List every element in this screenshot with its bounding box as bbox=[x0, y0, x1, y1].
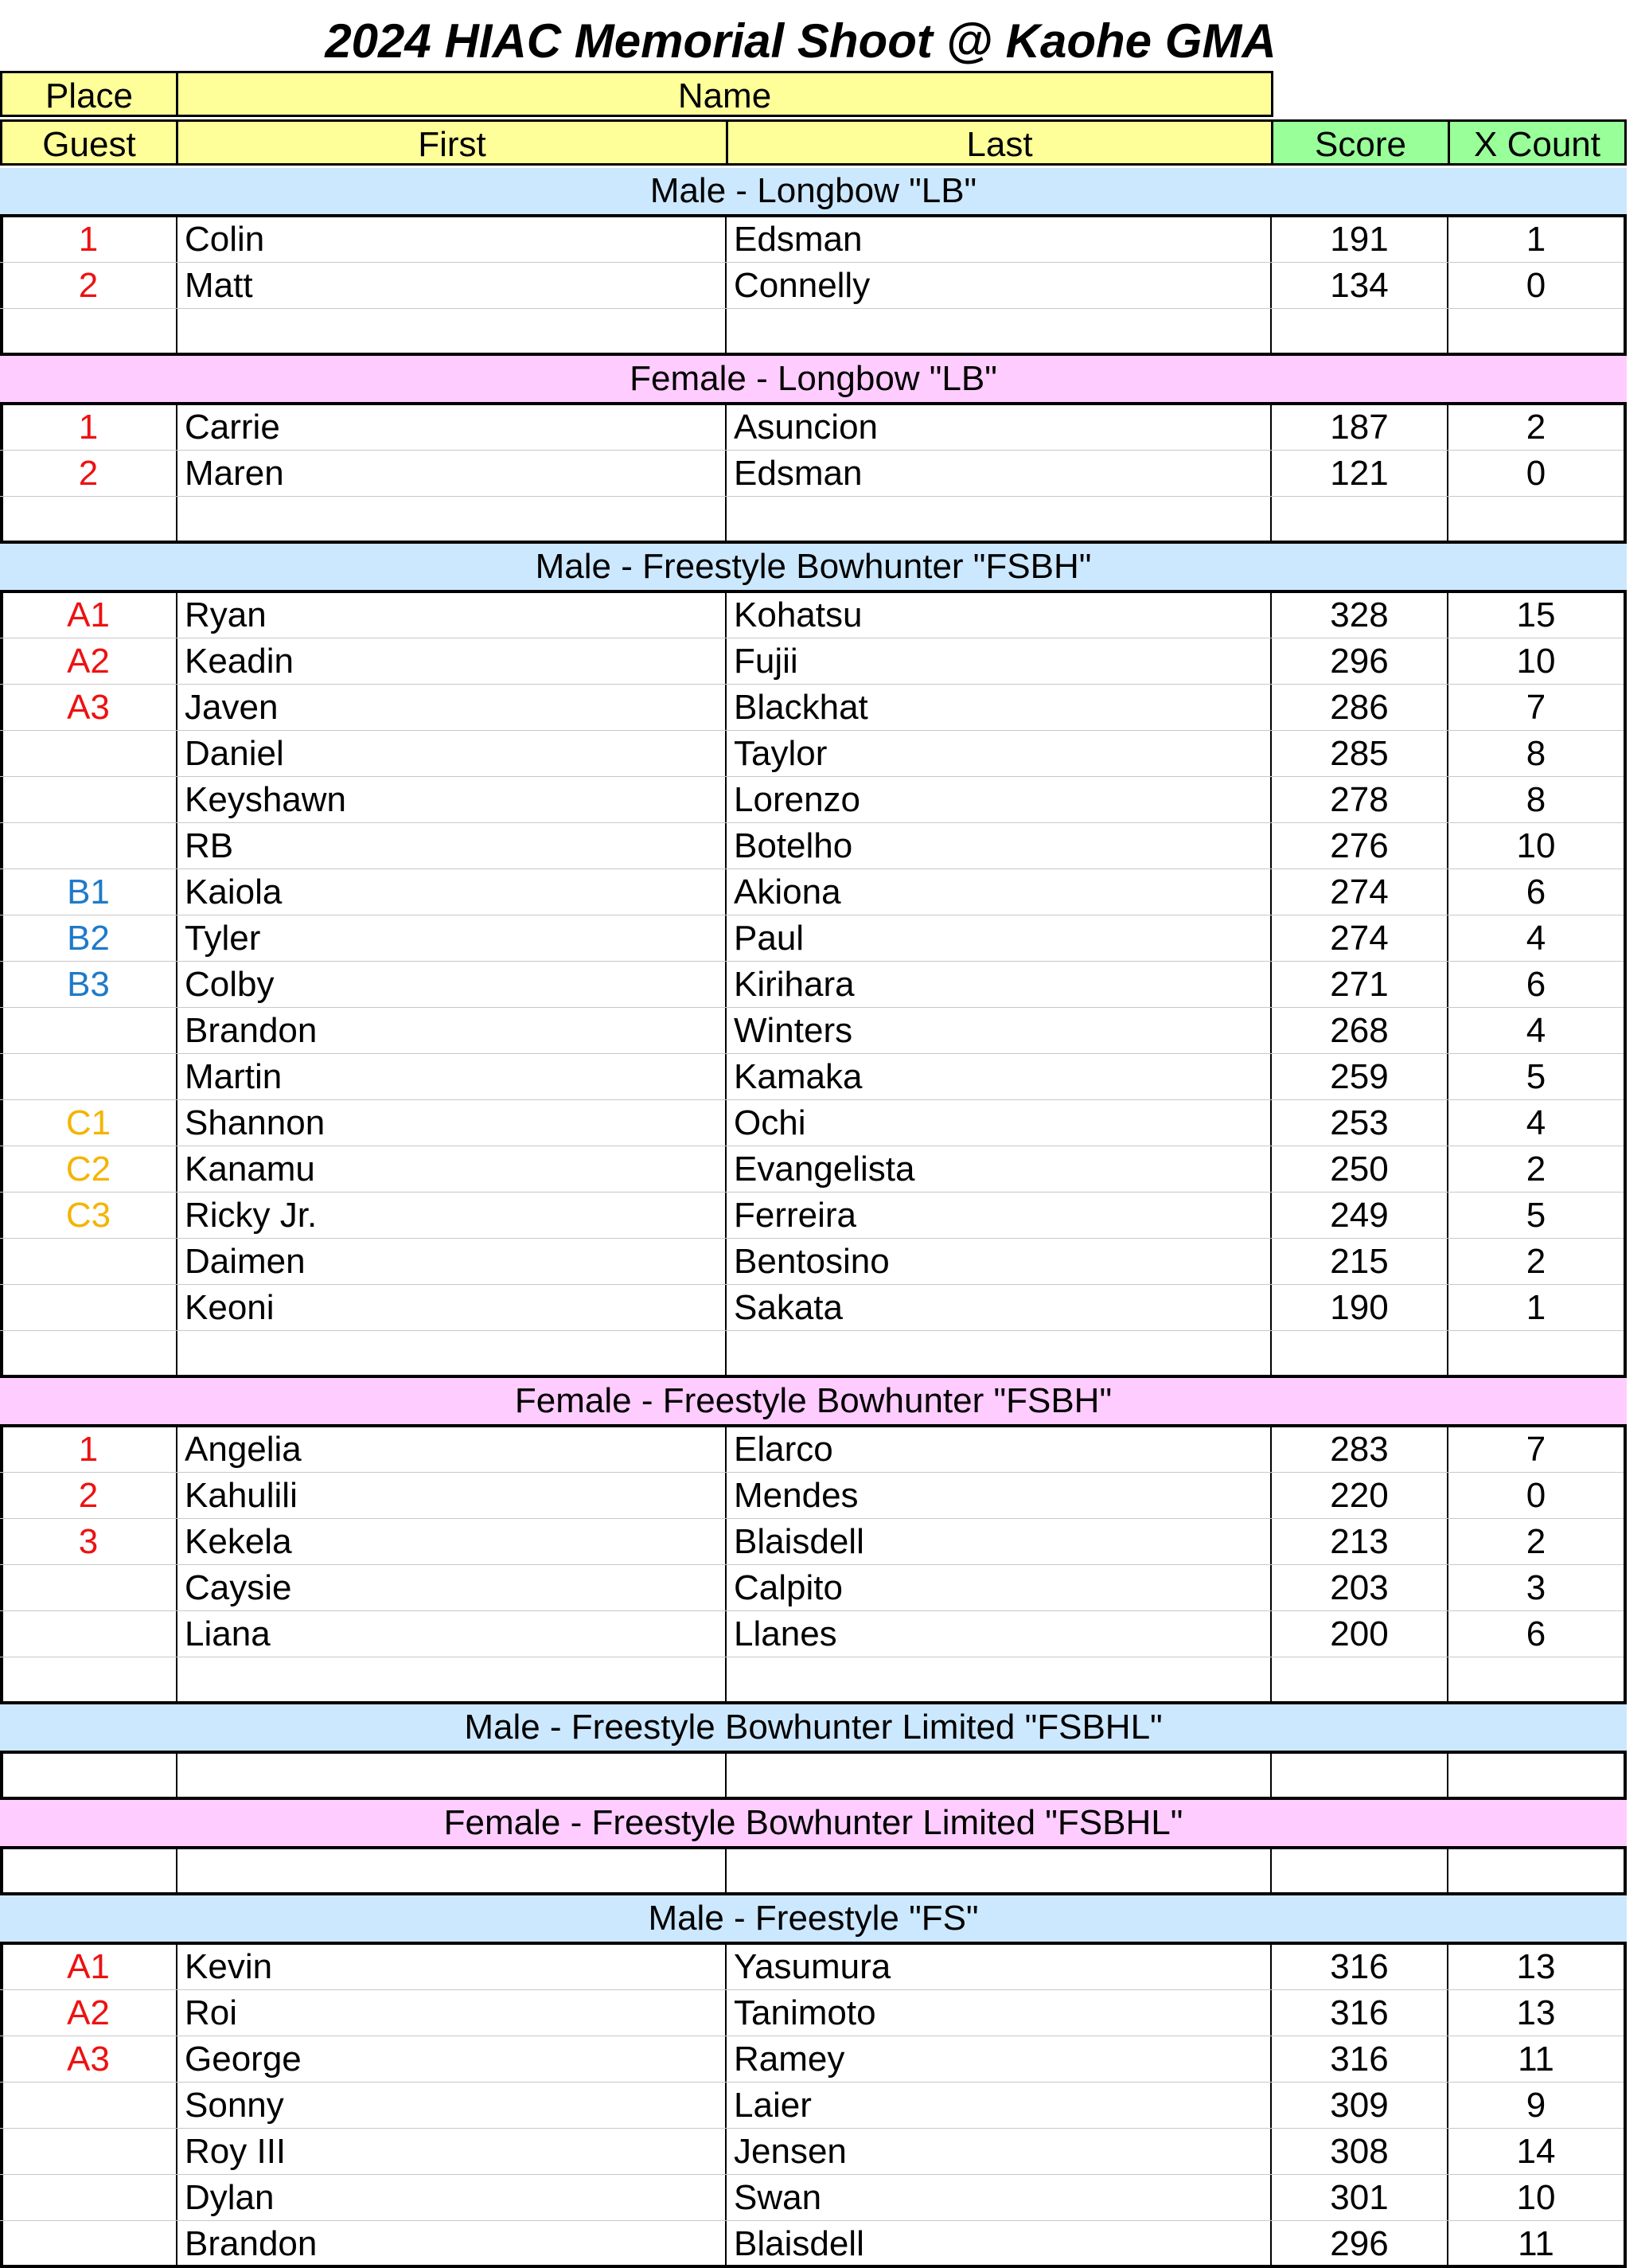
last-name-cell: Jensen bbox=[734, 2132, 847, 2171]
place-cell: C1 bbox=[65, 1103, 111, 1142]
score-cell: 328 bbox=[1330, 595, 1389, 634]
place-cell bbox=[0, 777, 177, 823]
x-count-cell: 14 bbox=[1516, 2132, 1556, 2171]
x-count-cell: 5 bbox=[1526, 1057, 1546, 1096]
last-name-cell: Winters bbox=[734, 1011, 853, 1050]
first-name-cell: Tyler bbox=[185, 919, 261, 958]
place-cell bbox=[0, 2129, 177, 2175]
score-cell: 301 bbox=[1330, 2178, 1389, 2217]
x-count-cell: 5 bbox=[1526, 1196, 1546, 1235]
row-divider bbox=[0, 1330, 1624, 1331]
place-cell: C3 bbox=[65, 1196, 111, 1235]
column-divider bbox=[176, 1751, 177, 1800]
first-name-cell: Sonny bbox=[185, 2086, 284, 2125]
first-name-cell: Brandon bbox=[185, 1011, 318, 1050]
last-name-cell: Mendes bbox=[734, 1476, 859, 1515]
column-divider bbox=[1270, 1751, 1272, 1800]
first-name-cell: RB bbox=[185, 826, 234, 865]
x-count-cell: 7 bbox=[1526, 688, 1546, 727]
x-count-cell: 13 bbox=[1516, 1947, 1556, 1986]
place-cell: B1 bbox=[67, 872, 110, 911]
division-header: Male - Freestyle "FS" bbox=[0, 1895, 1627, 1942]
row-divider bbox=[0, 308, 1624, 309]
first-name-cell: Maren bbox=[185, 454, 284, 493]
last-name-cell: Blaisdell bbox=[734, 2224, 864, 2263]
score-cell: 316 bbox=[1330, 2040, 1389, 2079]
last-name-cell: Fujii bbox=[734, 642, 798, 681]
x-count-cell: 0 bbox=[1526, 454, 1546, 493]
score-cell: 220 bbox=[1330, 1476, 1389, 1515]
page-title: 2024 HIAC Memorial Shoot @ Kaohe GMA bbox=[325, 14, 1277, 68]
place-cell bbox=[0, 2083, 177, 2129]
score-cell: 249 bbox=[1330, 1196, 1389, 1235]
place-cell bbox=[0, 1611, 177, 1657]
place-cell bbox=[0, 823, 177, 869]
x-count-cell: 3 bbox=[1526, 1568, 1546, 1607]
first-name-cell: Kahulili bbox=[185, 1476, 298, 1515]
division-header: Male - Freestyle Bowhunter Limited "FSBHL" bbox=[0, 1704, 1627, 1751]
x-count-cell: 1 bbox=[1526, 220, 1546, 259]
score-cell: 190 bbox=[1330, 1288, 1389, 1327]
score-cell: 283 bbox=[1330, 1430, 1389, 1469]
last-name-cell: Ramey bbox=[734, 2040, 845, 2079]
place-cell: B2 bbox=[67, 919, 110, 958]
score-cell: 309 bbox=[1330, 2086, 1389, 2125]
x-count-cell: 4 bbox=[1526, 919, 1546, 958]
x-count-cell: 11 bbox=[1518, 2040, 1554, 2079]
place-cell bbox=[0, 731, 177, 777]
header-score: Score bbox=[1271, 119, 1450, 166]
score-cell: 276 bbox=[1330, 826, 1389, 865]
score-cell: 268 bbox=[1330, 1011, 1389, 1050]
place-cell: 1 bbox=[78, 408, 99, 447]
first-name-cell: Colin bbox=[185, 220, 265, 259]
x-count-cell: 4 bbox=[1526, 1103, 1546, 1142]
first-name-cell: Brandon bbox=[185, 2224, 318, 2263]
first-name-cell: Roy III bbox=[185, 2132, 287, 2171]
score-cell: 271 bbox=[1330, 965, 1389, 1004]
x-count-cell: 2 bbox=[1526, 1242, 1546, 1281]
first-name-cell: Keoni bbox=[185, 1288, 275, 1327]
place-cell: A1 bbox=[67, 595, 110, 634]
division-table bbox=[0, 1751, 1627, 1800]
x-count-cell: 10 bbox=[1516, 826, 1556, 865]
last-name-cell: Paul bbox=[734, 919, 805, 958]
score-cell: 285 bbox=[1330, 734, 1389, 773]
x-count-cell: 2 bbox=[1526, 1150, 1546, 1189]
first-name-cell: Daimen bbox=[185, 1242, 306, 1281]
place-cell: A2 bbox=[67, 642, 110, 681]
first-name-cell: George bbox=[185, 2040, 302, 2079]
column-divider bbox=[725, 1751, 727, 1800]
score-cell: 253 bbox=[1330, 1103, 1389, 1142]
score-cell: 191 bbox=[1330, 220, 1389, 259]
division-header: Female - Freestyle Bowhunter "FSBH" bbox=[0, 1378, 1627, 1424]
column-divider bbox=[1270, 1846, 1272, 1895]
x-count-cell: 4 bbox=[1526, 1011, 1546, 1050]
last-name-cell: Sakata bbox=[734, 1288, 843, 1327]
x-count-cell: 7 bbox=[1526, 1430, 1546, 1469]
x-count-cell: 15 bbox=[1516, 595, 1556, 634]
last-name-cell: Kirihara bbox=[734, 965, 855, 1004]
last-name-cell: Akiona bbox=[734, 872, 841, 911]
x-count-cell: 6 bbox=[1526, 872, 1546, 911]
x-count-cell: 6 bbox=[1526, 965, 1546, 1004]
last-name-cell: Edsman bbox=[734, 220, 863, 259]
header-first: First bbox=[176, 119, 728, 166]
first-name-cell: Carrie bbox=[185, 408, 280, 447]
first-name-cell: Matt bbox=[185, 266, 253, 305]
x-count-cell: 6 bbox=[1526, 1614, 1546, 1653]
score-cell: 296 bbox=[1330, 2224, 1389, 2263]
last-name-cell: Elarco bbox=[734, 1430, 833, 1469]
x-count-cell: 0 bbox=[1526, 1476, 1546, 1515]
last-name-cell: Laier bbox=[734, 2086, 812, 2125]
division-header: Female - Freestyle Bowhunter Limited "FSBHL" bbox=[0, 1800, 1627, 1846]
x-count-cell: 11 bbox=[1518, 2224, 1554, 2263]
last-name-cell: Swan bbox=[734, 2178, 822, 2217]
last-name-cell: Botelho bbox=[734, 826, 853, 865]
place-cell bbox=[0, 1239, 177, 1285]
score-cell: 213 bbox=[1330, 1522, 1389, 1561]
first-name-cell: Ricky Jr. bbox=[185, 1196, 318, 1235]
last-name-cell: Kohatsu bbox=[734, 595, 863, 634]
first-name-cell: Daniel bbox=[185, 734, 284, 773]
last-name-cell: Ferreira bbox=[734, 1196, 857, 1235]
score-cell: 278 bbox=[1330, 780, 1389, 819]
score-cell: 274 bbox=[1330, 872, 1389, 911]
place-cell: A3 bbox=[67, 688, 110, 727]
score-cell: 200 bbox=[1330, 1614, 1389, 1653]
last-name-cell: Edsman bbox=[734, 454, 863, 493]
first-name-cell: Kevin bbox=[185, 1947, 273, 1986]
place-cell: 2 bbox=[78, 454, 99, 493]
place-cell: 2 bbox=[78, 266, 99, 305]
score-cell: 286 bbox=[1330, 688, 1389, 727]
first-name-cell: Liana bbox=[185, 1614, 271, 1653]
last-name-cell: Kamaka bbox=[734, 1057, 863, 1096]
division-header: Female - Longbow "LB" bbox=[0, 356, 1627, 402]
first-name-cell: Dylan bbox=[185, 2178, 275, 2217]
score-cell: 134 bbox=[1330, 266, 1389, 305]
column-divider bbox=[725, 1846, 727, 1895]
first-name-cell: Kanamu bbox=[185, 1150, 315, 1189]
column-divider bbox=[1447, 1751, 1448, 1800]
division-header: Male - Longbow "LB" bbox=[0, 168, 1627, 214]
place-cell bbox=[0, 1565, 177, 1611]
place-cell bbox=[0, 1054, 177, 1100]
place-cell: A3 bbox=[67, 2040, 110, 2079]
x-count-cell: 0 bbox=[1526, 266, 1546, 305]
header-last: Last bbox=[726, 119, 1273, 166]
first-name-cell: Caysie bbox=[185, 1568, 292, 1607]
last-name-cell: Lorenzo bbox=[734, 780, 861, 819]
first-name-cell: Martin bbox=[185, 1057, 283, 1096]
first-name-cell: Keadin bbox=[185, 642, 294, 681]
header-x-count: X Count bbox=[1448, 119, 1627, 166]
first-name-cell: Kaiola bbox=[185, 872, 283, 911]
last-name-cell: Asuncion bbox=[734, 408, 879, 447]
score-cell: 259 bbox=[1330, 1057, 1389, 1096]
score-cell: 187 bbox=[1330, 408, 1389, 447]
x-count-cell: 8 bbox=[1526, 734, 1546, 773]
last-name-cell: Calpito bbox=[734, 1568, 843, 1607]
first-name-cell: Keyshawn bbox=[185, 780, 347, 819]
score-cell: 316 bbox=[1330, 1993, 1389, 2032]
last-name-cell: Ochi bbox=[734, 1103, 806, 1142]
first-name-cell: Javen bbox=[185, 688, 279, 727]
last-name-cell: Llanes bbox=[734, 1614, 837, 1653]
score-cell: 250 bbox=[1330, 1150, 1389, 1189]
place-cell bbox=[0, 2175, 177, 2221]
place-cell bbox=[0, 1008, 177, 1054]
last-name-cell: Evangelista bbox=[734, 1150, 915, 1189]
x-count-cell: 9 bbox=[1526, 2086, 1546, 2125]
last-name-cell: Bentosino bbox=[734, 1242, 890, 1281]
score-cell: 274 bbox=[1330, 919, 1389, 958]
division-header: Male - Freestyle Bowhunter "FSBH" bbox=[0, 544, 1627, 590]
x-count-cell: 2 bbox=[1526, 408, 1546, 447]
first-name-cell: Kekela bbox=[185, 1522, 292, 1561]
place-cell: B3 bbox=[67, 965, 110, 1004]
x-count-cell: 10 bbox=[1516, 2178, 1556, 2217]
column-divider bbox=[176, 1846, 177, 1895]
score-cell: 121 bbox=[1330, 454, 1389, 493]
column-divider bbox=[1447, 1846, 1448, 1895]
division-table bbox=[0, 1846, 1627, 1895]
place-cell: 3 bbox=[78, 1522, 99, 1561]
last-name-cell: Taylor bbox=[734, 734, 828, 773]
last-name-cell: Blaisdell bbox=[734, 1522, 864, 1561]
score-cell: 308 bbox=[1330, 2132, 1389, 2171]
x-count-cell: 2 bbox=[1526, 1522, 1546, 1561]
first-name-cell: Colby bbox=[185, 965, 275, 1004]
place-cell bbox=[0, 1285, 177, 1331]
place-cell: 2 bbox=[78, 1476, 99, 1515]
first-name-cell: Roi bbox=[185, 1993, 238, 2032]
first-name-cell: Angelia bbox=[185, 1430, 302, 1469]
score-cell: 316 bbox=[1330, 1947, 1389, 1986]
place-cell: A2 bbox=[67, 1993, 110, 2032]
header-name: Name bbox=[176, 71, 1273, 117]
place-cell: A1 bbox=[67, 1947, 110, 1986]
last-name-cell: Blackhat bbox=[734, 688, 868, 727]
last-name-cell: Yasumura bbox=[734, 1947, 891, 1986]
score-cell: 215 bbox=[1330, 1242, 1389, 1281]
place-cell bbox=[0, 2221, 177, 2267]
score-cell: 203 bbox=[1330, 1568, 1389, 1607]
place-cell: 1 bbox=[78, 220, 99, 259]
place-cell: C2 bbox=[65, 1150, 111, 1189]
x-count-cell: 8 bbox=[1526, 780, 1546, 819]
last-name-cell: Tanimoto bbox=[734, 1993, 876, 2032]
header-guest: Guest bbox=[0, 119, 178, 166]
last-name-cell: Connelly bbox=[734, 266, 871, 305]
score-cell: 296 bbox=[1330, 642, 1389, 681]
first-name-cell: Shannon bbox=[185, 1103, 326, 1142]
place-cell: 1 bbox=[78, 1430, 99, 1469]
x-count-cell: 1 bbox=[1526, 1288, 1546, 1327]
x-count-cell: 13 bbox=[1516, 1993, 1556, 2032]
header-place: Place bbox=[0, 71, 178, 117]
row-divider bbox=[0, 496, 1624, 497]
x-count-cell: 10 bbox=[1516, 642, 1556, 681]
first-name-cell: Ryan bbox=[185, 595, 267, 634]
